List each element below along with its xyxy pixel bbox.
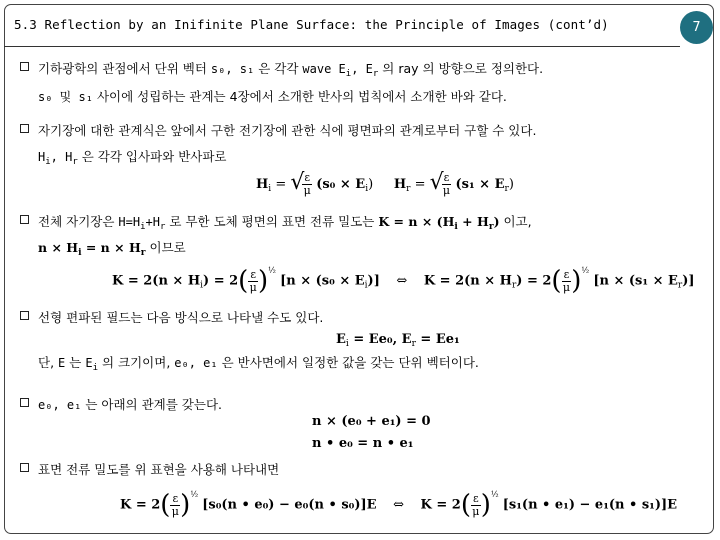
section1-line2 bbox=[38, 87, 507, 105]
equivalence-icon: ⇔ bbox=[393, 497, 404, 513]
page-number-badge: 7 bbox=[680, 11, 713, 44]
bullet-icon bbox=[20, 463, 29, 472]
section2-vars: $H_i$, $H_r$ bbox=[38, 150, 78, 167]
unit-vector-eq1: n × (e₀ + e₁) = 0 bbox=[312, 414, 431, 429]
section4-mid2: 의 크기이며, bbox=[101, 355, 171, 370]
section4-line2 bbox=[38, 353, 479, 373]
surface-current-eq: $K = n \times (H_i + H_r)$ bbox=[378, 214, 500, 232]
section4-prefix: 단, bbox=[38, 355, 55, 370]
polarized-field-eq: $E_i = Ee_0$, $E_r = Ee_1$ bbox=[336, 332, 460, 349]
section5-text: 는 아래의 관계를 갖는다. bbox=[85, 397, 222, 412]
section3-line2 bbox=[38, 238, 186, 258]
magnetic-field-equations: $H_i$ = √ $\frac{\varepsilon}{\mu}$ $(s_0 \times E_i)$ $H_r$ = √ $\frac{\varepsilon}{\mu}$ $(s_1 \times E_r)$ bbox=[256, 172, 514, 197]
section1-text: 기하광학의 관점에서 단위 벡터 bbox=[38, 61, 207, 76]
slide-title: 5.3 Reflection by an Inifinite Plane Surface: the Principle of Images (cont’d) bbox=[14, 17, 609, 32]
section1-line2-vars: s₀ 및 s₁ bbox=[38, 90, 93, 104]
surface-current-final-equations: K = 2( $\frac{\varepsilon}{\mu}$ )$^{\frac{1}{2}}$ [s₀(n • e₀) − e₀(n • s₀)]E ⇔ K = 2( $\frac{\varepsilon}{\mu}$ )$^{\frac{1}{2}}$ [s₁(n • e₁) − e₁(n • s₁)]E bbox=[120, 490, 678, 520]
section3-line1 bbox=[38, 212, 532, 232]
section4-line1: 선형 편파된 필드는 다음 방식으로 나타낼 수도 있다. bbox=[38, 310, 324, 325]
title-divider bbox=[4, 46, 680, 47]
section3-line2-text: 이므로 bbox=[149, 240, 186, 255]
section5-line1 bbox=[38, 395, 222, 413]
bullet-icon bbox=[20, 215, 29, 224]
surface-current-equations: $K = 2(n \times H_i) = 2$( $\frac{\varepsilon}{\mu}$ )$^{\frac{1}{2}}$ $[n \times (s_0 \times E_i)]$ ⇔ $K = 2(n \times H_r) = 2$( $\frac{\varepsilon}{\mu}$ )$^{\frac{1}{2}}$ $[n \times (s_1 \times E_r)]$ bbox=[112, 266, 695, 296]
section3-end: 이고, bbox=[503, 214, 532, 229]
section5-vars: e₀, e₁ bbox=[38, 398, 82, 412]
section2-line1: 자기장에 대한 관계식은 앞에서 구한 전기장에 관한 식에 평면파의 관계로부터 구할 수 있다. bbox=[38, 123, 537, 138]
section1-line2-text: 사이에 성립하는 관계는 4장에서 소개한 반사의 법칙에서 소개한 바와 같다. bbox=[96, 89, 507, 104]
bullet-icon bbox=[20, 124, 29, 133]
unit-vector-eq2: n • e₀ = n • e₁ bbox=[312, 436, 414, 451]
section4-mid1: 는 bbox=[69, 355, 82, 370]
bullet-icon bbox=[20, 311, 29, 320]
equivalence-icon: ⇔ bbox=[396, 273, 408, 289]
section1-wave: wave $E_i$, $E_r$ bbox=[302, 62, 379, 79]
section6-line1: 표면 전류 밀도를 위 표현을 사용해 나타내면 bbox=[38, 462, 280, 477]
bullet-icon bbox=[20, 62, 29, 71]
section4-end: 은 반사면에서 일정한 값을 갖는 단위 벡터이다. bbox=[221, 355, 479, 370]
section2-line2 bbox=[38, 147, 227, 167]
section3-text: 전체 자기장은 bbox=[38, 214, 115, 229]
section1-mid: 은 각각 bbox=[258, 61, 299, 76]
section1-vars: s₀, s₁ bbox=[210, 62, 255, 76]
section4-e: E bbox=[58, 356, 66, 370]
section3-mono: $H=H_i+H_r$ bbox=[118, 215, 166, 232]
section3-mid: 로 무한 도체 평면의 표면 전류 밀도는 bbox=[169, 214, 375, 229]
section4-ei: $E_i$ bbox=[85, 356, 98, 373]
section4-e0e1: e₀, e₁ bbox=[174, 356, 218, 370]
section1-line1 bbox=[38, 59, 543, 79]
section1-end: 의 ray 의 방향으로 정의한다. bbox=[382, 61, 544, 76]
bullet-icon bbox=[20, 398, 29, 407]
n-cross-eq: $n \times H_i = n \times H_r$ bbox=[38, 240, 146, 258]
section2-line2-text: 은 각각 입사파와 반사파로 bbox=[81, 149, 227, 164]
